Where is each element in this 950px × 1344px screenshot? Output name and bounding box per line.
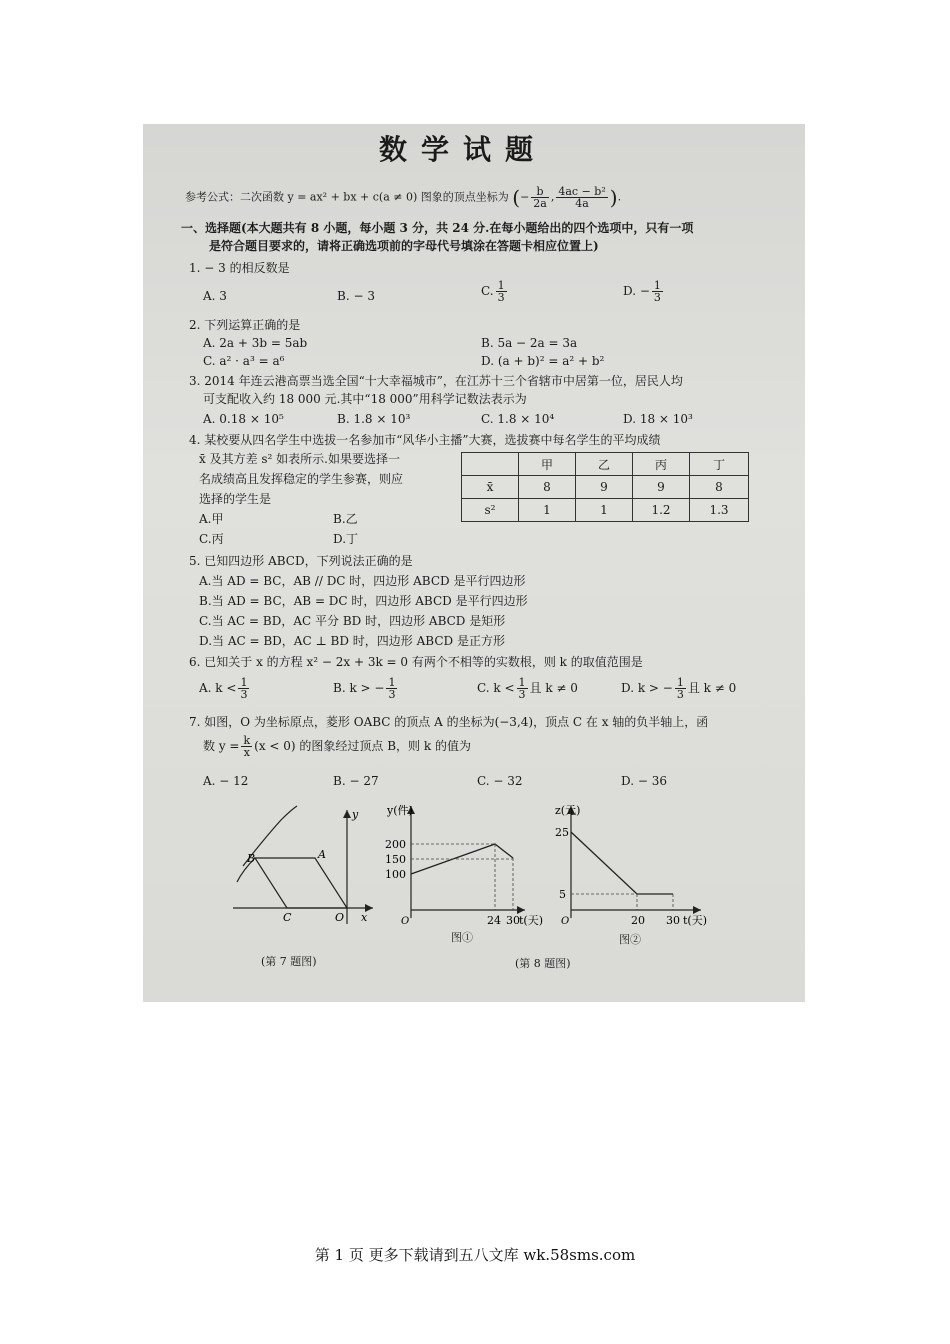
fig8b-tick-30: 30 (666, 914, 680, 927)
q7-line2: 数 y = $\frac{k}{x}$ (x < 0) 的图象经过顶点 B，则 k 的值为 (203, 734, 471, 759)
fig7-point-b: B (247, 852, 256, 865)
q6-option-b: B. k > − $\frac{1}{3}$ (333, 676, 396, 701)
q5-stem: 5. 已知四边形 ABCD，下列说法正确的是 (189, 554, 413, 568)
q4-line1: 4. 某校要从四名学生中选拔一名参加市“风华小主播”大赛，选拔赛中每名学生的平均成绩 (189, 433, 661, 447)
fig7-point-c: C (283, 911, 292, 924)
q4-score-table (461, 452, 749, 522)
fig8b-tick-20: 20 (631, 914, 645, 927)
table-cell: 1 (519, 499, 576, 522)
fig7-x-label: x (361, 911, 368, 924)
q1-option-c: C. $\frac{1}{3}$ (481, 279, 505, 304)
q7-option-c: C. − 32 (477, 774, 523, 788)
q7-line1: 7. 如图，O 为坐标原点，菱形 OABC 的顶点 A 的坐标为(−3,4)，顶点 C 在 x 轴的负半轴上，函 (189, 715, 709, 729)
q7-option-d: D. − 36 (621, 774, 667, 788)
q3-line2: 可支配收入约 18 000 元.其中“18 000”用科学记数法表示为 (203, 392, 527, 406)
table-row (462, 476, 749, 499)
fig8-caption: (第 8 题图) (515, 957, 571, 970)
q4-line4: 选择的学生是 (199, 492, 272, 506)
table-cell: 8 (519, 476, 576, 499)
figure-7-rhombus (223, 804, 383, 934)
q7-option-b: B. − 27 (333, 774, 379, 788)
table-header-cell (462, 453, 519, 476)
q2-option-a: A. 2a + 3b = 5ab (203, 336, 308, 350)
q6-option-c: C. k < $\frac{1}{3}$ 且 k ≠ 0 (477, 676, 578, 701)
table-header-cell: 丁 (690, 453, 749, 476)
table-header-cell: 丙 (633, 453, 690, 476)
fig8b-y-label: z(元) (555, 804, 581, 817)
q3-line1: 3. 2014 年连云港高票当选全国“十大幸福城市”，在江苏十三个省辖市中居第一位，居民人均 (189, 374, 683, 388)
fig7-origin-label: O (335, 911, 345, 924)
q5-option-d: D.当 AC = BD，AC ⊥ BD 时，四边形 ABCD 是正方形 (199, 634, 505, 648)
q2-stem: 2. 下列运算正确的是 (189, 318, 301, 332)
table-header-cell: 乙 (576, 453, 633, 476)
formula-line: 参考公式：二次函数 y = ax² + bx + c(a ≠ 0) 图象的顶点坐标为 (− $\frac{b}{2a}$ , $\frac{\text{4ac − b²}}{4a}$ ). (185, 185, 622, 210)
exam-title: 数学试题 (379, 133, 548, 166)
table-cell: s² (462, 499, 519, 522)
exam-photo (143, 124, 805, 1002)
figure-8-chart-1 (383, 800, 544, 930)
table-cell: 9 (633, 476, 690, 499)
q1-option-a: A. 3 (203, 289, 227, 303)
q3-option-a: A. 0.18 × 10⁵ (203, 412, 284, 426)
table-header-row (462, 453, 749, 476)
q4-line2: x̄ 及其方差 s² 如表所示.如果要选择一 (199, 452, 400, 466)
fig8b-x-label: t(天) (683, 914, 708, 927)
q3-option-c: C. 1.8 × 10⁴ (481, 412, 555, 426)
section1-line1: 一、选择题(本大题共有 8 小题，每小题 3 分，共 24 分.在每小题给出的四个选项中，只有一项 (181, 221, 694, 235)
fig8a-tick-24: 24 (487, 914, 501, 927)
q1-option-d: D. − $\frac{1}{3}$ (623, 279, 661, 304)
fig8a-y-label: y(件) (387, 804, 413, 817)
fig8a-tick-200: 200 (385, 838, 406, 851)
table-cell: 8 (690, 476, 749, 499)
q2-option-b: B. 5a − 2a = 3a (481, 336, 578, 350)
fig7-point-a: A (318, 848, 326, 861)
q6-stem: 6. 已知关于 x 的方程 x² − 2x + 3k = 0 有两个不相等的实数根，则 k 的取值范围是 (189, 655, 643, 669)
q3-option-b: B. 1.8 × 10³ (337, 412, 411, 426)
fig7-y-label: y (352, 808, 359, 821)
table-row (462, 499, 749, 522)
vertex-x-fraction: $\frac{b}{2a}$ (533, 185, 547, 210)
fig8a-tick-100: 100 (385, 868, 406, 881)
fig8a-caption: 图① (451, 931, 473, 944)
q4-option-d: D.丁 (333, 532, 359, 546)
fig8a-tick-150: 150 (385, 853, 406, 866)
fig8a-tick-30: 30 (506, 914, 520, 927)
q5-option-c: C.当 AC = BD，AC 平分 BD 时，四边形 ABCD 是矩形 (199, 614, 506, 628)
table-cell: 1 (576, 499, 633, 522)
q6-option-a: A. k < $\frac{1}{3}$ (199, 676, 248, 701)
q6-option-d: D. k > − $\frac{1}{3}$ 且 k ≠ 0 (621, 676, 737, 701)
page-footer: 第 1 页 更多下载请到五八文库 wk.58sms.com (314, 1246, 636, 1264)
figure-8-chart-2 (553, 800, 713, 930)
q5-option-b: B.当 AD = BC，AB = DC 时，四边形 ABCD 是平行四边形 (199, 594, 528, 608)
table-cell: 9 (576, 476, 633, 499)
fig8b-origin: O (561, 916, 570, 927)
q7-option-a: A. − 12 (203, 774, 249, 788)
fig8a-origin: O (401, 916, 410, 927)
fig8a-x-label: t(天) (519, 914, 544, 927)
table-cell: 1.3 (690, 499, 749, 522)
table-cell: x̄ (462, 476, 519, 499)
q1-option-b: B. − 3 (337, 289, 375, 303)
q2-option-d: D. (a + b)² = a² + b² (481, 354, 605, 368)
q4-line3: 名成绩高且发挥稳定的学生参赛，则应 (199, 472, 404, 486)
fig8b-caption: 图② (619, 933, 641, 946)
fig8b-tick-25: 25 (555, 826, 569, 839)
fig8b-tick-5: 5 (559, 888, 566, 901)
q3-option-d: D. 18 × 10³ (623, 412, 693, 426)
table-header-cell: 甲 (519, 453, 576, 476)
fig7-caption: (第 7 题图) (261, 955, 317, 968)
section1-line2: 是符合题目要求的，请将正确选项前的字母代号填涂在答题卡相应位置上) (209, 239, 599, 253)
q2-option-c: C. a² · a³ = a⁶ (203, 354, 285, 368)
formula-prefix: 参考公式：二次函数 y = ax² + bx + c(a ≠ 0) 图象的顶点坐标为 (185, 190, 509, 204)
table-cell: 1.2 (633, 499, 690, 522)
q1-stem: 1. − 3 的相反数是 (189, 261, 290, 275)
q4-option-a: A.甲 (199, 512, 224, 526)
q4-option-c: C.丙 (199, 532, 224, 546)
vertex-y-fraction: $\frac{\text{4ac − b²}}{4a}$ (558, 185, 606, 210)
q5-option-a: A.当 AD = BC，AB // DC 时，四边形 ABCD 是平行四边形 (199, 574, 526, 588)
q4-option-b: B.乙 (333, 512, 358, 526)
